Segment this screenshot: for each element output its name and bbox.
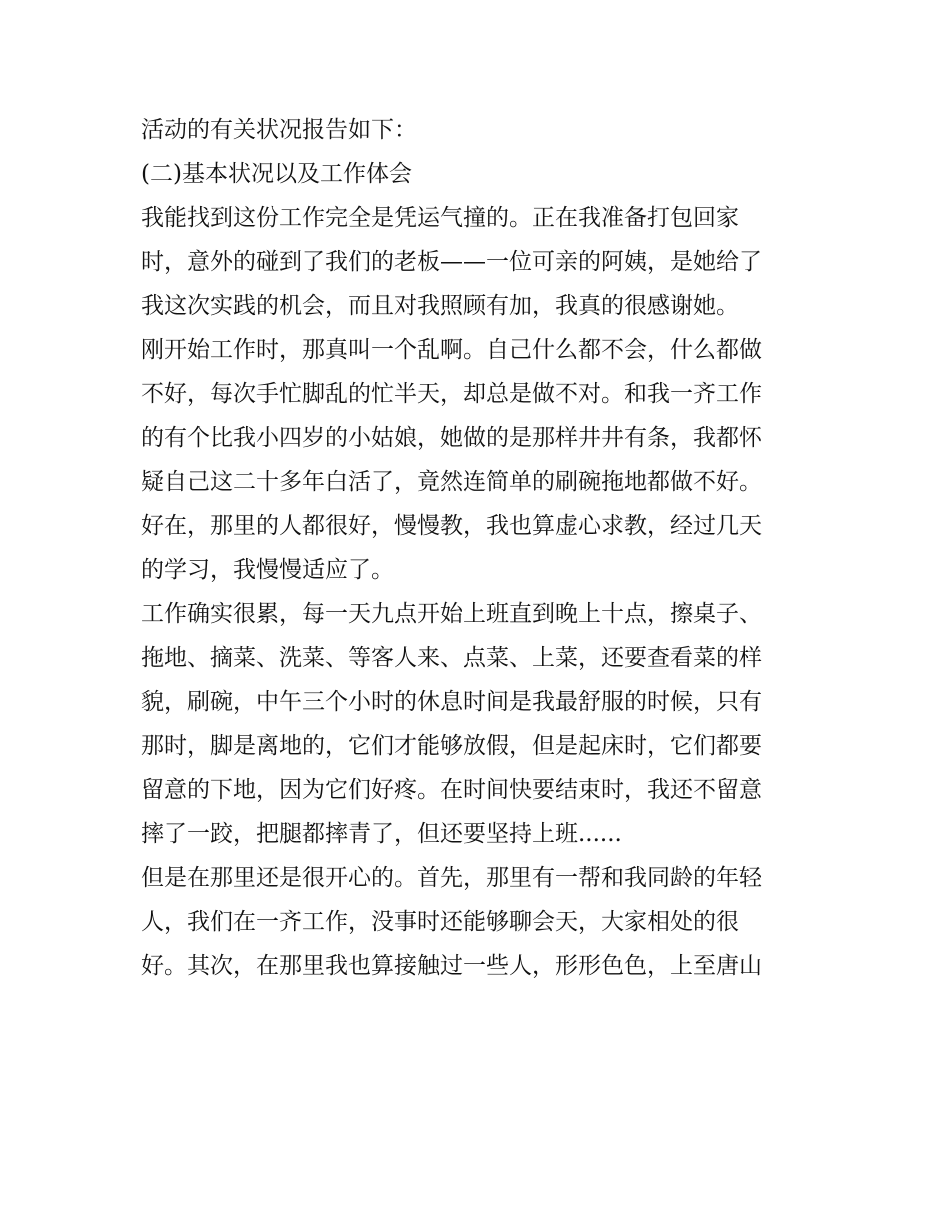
text-line: 好在，那里的人都很好，慢慢教，我也算虚心求教，经过几天 [141,513,762,539]
text-line: 工作确实很累，每一天九点开始上班直到晚上十点，擦桌子、 [141,601,762,627]
text-line: 好。其次，在那里我也算接触过一些人，形形色色，上至唐山 [141,953,762,979]
text-line: 不好，每次手忙脚乱的忙半天，却总是做不对。和我一齐工作 [141,381,762,407]
text-line: 我这次实践的机会，而且对我照顾有加，我真的很感谢她。 [141,293,739,319]
text-line: 摔了一跤，把腿都摔青了，但还要坚持上班...... [141,821,622,847]
section-heading: (二)基本状况以及工作体会 [141,161,412,187]
text-line: 但是在那里还是很开心的。首先，那里有一帮和我同龄的年轻 [141,865,762,891]
text-line: 那时，脚是离地的，它们才能够放假，但是起床时，它们都要 [141,733,762,759]
text-line: 拖地、摘菜、洗菜、等客人来、点菜、上菜，还要查看菜的样 [141,645,762,671]
text-line: 活动的有关状况报告如下： [141,117,417,143]
text-line: 的有个比我小四岁的小姑娘，她做的是那样井井有条，我都怀 [141,425,762,451]
text-line: 我能找到这份工作完全是凭运气撞的。正在我准备打包回家 [141,205,739,231]
text-line: 疑自己这二十多年白活了，竟然连简单的刷碗拖地都做不好。 [141,469,762,495]
document-body [141,108,821,988]
text-line: 的学习，我慢慢适应了。 [141,557,394,583]
text-line: 人，我们在一齐工作，没事时还能够聊会天，大家相处的很 [141,909,739,935]
text-line: 时，意外的碰到了我们的老板——一位可亲的阿姨，是她给了 [141,249,762,275]
text-line: 留意的下地，因为它们好疼。在时间快要结束时，我还不留意 [141,777,762,803]
text-line: 刚开始工作时，那真叫一个乱啊。自己什么都不会，什么都做 [141,337,762,363]
text-line: 貌，刷碗，中午三个小时的休息时间是我最舒服的时候，只有 [141,689,762,715]
